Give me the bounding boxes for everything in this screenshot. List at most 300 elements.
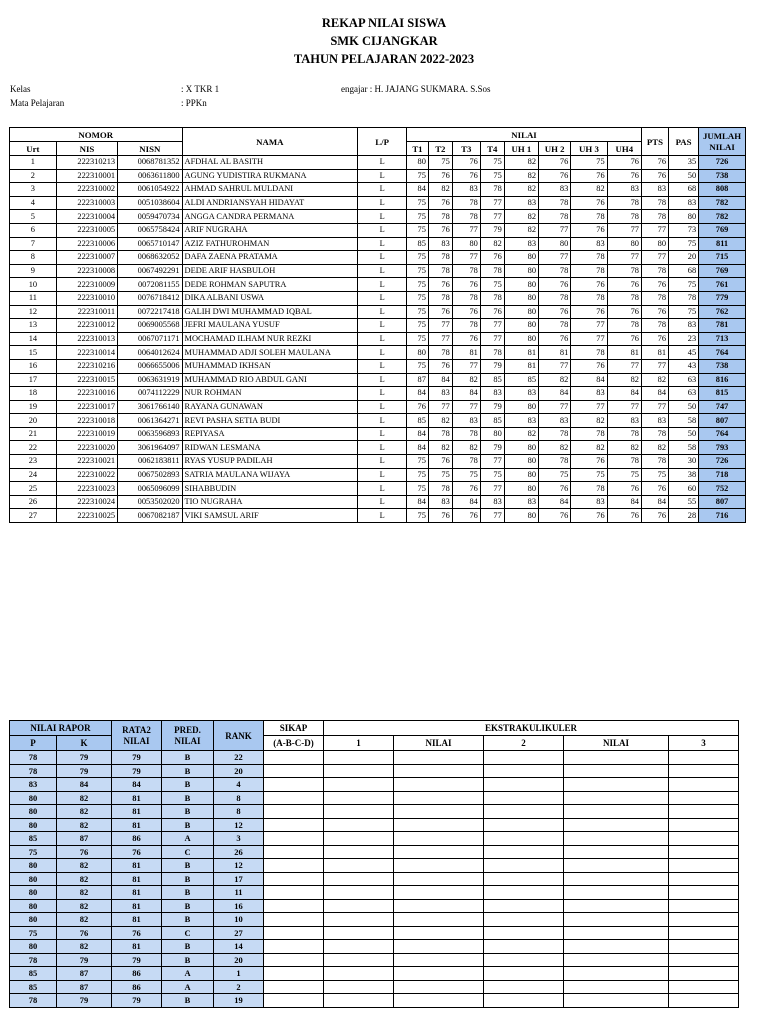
- cell-uh2: 81: [539, 346, 571, 360]
- cell-nama: MUHAMMAD RIO ABDUL GANI: [182, 373, 358, 387]
- cell-nis: 222310005: [56, 223, 117, 237]
- empty-cell: [324, 859, 394, 873]
- empty-cell: [324, 764, 394, 778]
- empty-cell: [394, 967, 484, 981]
- header-nilai-rapor: NILAI RAPOR: [10, 721, 112, 736]
- table-row: [10, 818, 739, 832]
- empty-cell: [264, 953, 324, 967]
- empty-cell: [394, 818, 484, 832]
- cell-uh4: 78: [607, 210, 641, 224]
- cell-pts: 83: [641, 183, 668, 197]
- empty-cell: [484, 818, 564, 832]
- empty-cell: [484, 994, 564, 1008]
- cell-uh3: 76: [571, 305, 607, 319]
- cell-rata2: 79: [112, 751, 162, 765]
- cell-nisn: 3061766140: [118, 400, 182, 414]
- cell-rata2: 86: [112, 967, 162, 981]
- cell-nama: ARIF NUGRAHA: [182, 223, 358, 237]
- cell-nis: 222310022: [56, 468, 117, 482]
- cell-uh4: 76: [607, 482, 641, 496]
- cell-uh2: 78: [539, 319, 571, 333]
- cell-lp: L: [358, 468, 407, 482]
- cell-jumlah: 769: [699, 223, 746, 237]
- cell-lp: L: [358, 237, 407, 251]
- cell-jumlah: 738: [699, 169, 746, 183]
- empty-cell: [564, 872, 669, 886]
- cell-t1: 75: [407, 196, 429, 210]
- cell-uh3: 76: [571, 223, 607, 237]
- cell-jumlah: 816: [699, 373, 746, 387]
- cell-rank: 1: [214, 967, 264, 981]
- cell-jumlah: 808: [699, 183, 746, 197]
- empty-cell: [264, 994, 324, 1008]
- table-row: [10, 223, 746, 237]
- cell-jumlah: 807: [699, 495, 746, 509]
- cell-pts: 77: [641, 251, 668, 265]
- cell-t1: 75: [407, 169, 429, 183]
- cell-t4: 85: [480, 373, 504, 387]
- cell-p: 85: [10, 980, 57, 994]
- cell-k: 79: [57, 994, 112, 1008]
- cell-uh2: 82: [539, 441, 571, 455]
- cell-rank: 17: [214, 872, 264, 886]
- empty-cell: [264, 980, 324, 994]
- cell-nisn: 0062183811: [118, 455, 182, 469]
- empty-cell: [564, 832, 669, 846]
- cell-rank: 11: [214, 886, 264, 900]
- table-row: [10, 967, 739, 981]
- cell-urt: 19: [10, 400, 57, 414]
- cell-pas: 20: [669, 251, 699, 265]
- cell-lp: L: [358, 169, 407, 183]
- cell-pred: C: [162, 845, 214, 859]
- cell-uh3: 84: [571, 373, 607, 387]
- cell-rank: 16: [214, 899, 264, 913]
- table-row: [10, 832, 739, 846]
- cell-urt: 22: [10, 441, 57, 455]
- cell-jumlah: 793: [699, 441, 746, 455]
- cell-nis: 222310216: [56, 359, 117, 373]
- cell-t2: 84: [428, 373, 452, 387]
- cell-nis: 222310024: [56, 495, 117, 509]
- mapel-label: Mata Pelajaran: [10, 98, 65, 108]
- cell-lp: L: [358, 400, 407, 414]
- cell-urt: 25: [10, 482, 57, 496]
- header-rank: RANK: [214, 721, 264, 751]
- empty-cell: [324, 845, 394, 859]
- empty-cell: [669, 832, 739, 846]
- empty-cell: [484, 791, 564, 805]
- cell-uh2: 76: [539, 278, 571, 292]
- cell-uh4: 77: [607, 359, 641, 373]
- cell-t4: 79: [480, 441, 504, 455]
- cell-t2: 78: [428, 427, 452, 441]
- empty-cell: [264, 859, 324, 873]
- empty-cell: [484, 832, 564, 846]
- cell-jumlah: 762: [699, 305, 746, 319]
- cell-t1: 75: [407, 455, 429, 469]
- cell-t3: 82: [452, 441, 480, 455]
- cell-t1: 87: [407, 373, 429, 387]
- report-table: [9, 720, 739, 1008]
- pengajar-text: engajar : H. JAJANG SUKMARA. S.Sos: [341, 84, 491, 94]
- cell-t3: 84: [452, 387, 480, 401]
- empty-cell: [394, 994, 484, 1008]
- cell-uh1: 80: [504, 482, 538, 496]
- table-row: [10, 414, 746, 428]
- cell-nis: 222310009: [56, 278, 117, 292]
- table-row: [10, 994, 739, 1008]
- cell-uh4: 84: [607, 495, 641, 509]
- cell-t4: 75: [480, 278, 504, 292]
- header-rata2: RATA2: [122, 724, 151, 735]
- cell-t4: 77: [480, 196, 504, 210]
- cell-t1: 75: [407, 278, 429, 292]
- cell-rata2: 81: [112, 899, 162, 913]
- cell-p: 80: [10, 805, 57, 819]
- cell-jumlah: 761: [699, 278, 746, 292]
- cell-nisn: 3061964097: [118, 441, 182, 455]
- cell-t2: 77: [428, 332, 452, 346]
- empty-cell: [484, 845, 564, 859]
- cell-nama: AGUNG YUDISTIRA RUKMANA: [182, 169, 358, 183]
- cell-t3: 76: [452, 305, 480, 319]
- cell-uh3: 75: [571, 468, 607, 482]
- table-row: [10, 359, 746, 373]
- cell-t4: 80: [480, 427, 504, 441]
- cell-urt: 13: [10, 319, 57, 333]
- cell-urt: 11: [10, 291, 57, 305]
- cell-p: 80: [10, 818, 57, 832]
- cell-pas: 55: [669, 495, 699, 509]
- cell-t4: 78: [480, 291, 504, 305]
- cell-t3: 78: [452, 291, 480, 305]
- cell-pred: B: [162, 791, 214, 805]
- empty-cell: [264, 913, 324, 927]
- header-pred-sub: NILAI: [174, 735, 201, 746]
- empty-cell: [484, 872, 564, 886]
- header-uh1: UH 1: [504, 142, 538, 156]
- cell-t2: 82: [428, 183, 452, 197]
- cell-pts: 76: [641, 305, 668, 319]
- empty-cell: [564, 818, 669, 832]
- cell-jumlah: 811: [699, 237, 746, 251]
- cell-nama: RIDWAN LESMANA: [182, 441, 358, 455]
- cell-pred: B: [162, 805, 214, 819]
- cell-nis: 222310213: [56, 156, 117, 170]
- cell-p: 85: [10, 832, 57, 846]
- cell-t3: 77: [452, 223, 480, 237]
- cell-uh1: 80: [504, 291, 538, 305]
- cell-nis: 222310019: [56, 427, 117, 441]
- empty-cell: [564, 805, 669, 819]
- empty-cell: [264, 818, 324, 832]
- cell-urt: 21: [10, 427, 57, 441]
- cell-rank: 4: [214, 778, 264, 792]
- cell-nisn: 0063596893: [118, 427, 182, 441]
- cell-urt: 7: [10, 237, 57, 251]
- cell-urt: 4: [10, 196, 57, 210]
- cell-t2: 78: [428, 346, 452, 360]
- cell-urt: 9: [10, 264, 57, 278]
- cell-p: 80: [10, 859, 57, 873]
- cell-k: 79: [57, 764, 112, 778]
- empty-cell: [564, 940, 669, 954]
- cell-t2: 78: [428, 482, 452, 496]
- cell-jumlah: 807: [699, 414, 746, 428]
- document-title-block: [0, 14, 768, 68]
- cell-pred: B: [162, 778, 214, 792]
- cell-uh2: 77: [539, 223, 571, 237]
- cell-urt: 20: [10, 414, 57, 428]
- empty-cell: [264, 886, 324, 900]
- cell-lp: L: [358, 346, 407, 360]
- cell-nama: DIKA ALBANI USWA: [182, 291, 358, 305]
- header-nisn: NISN: [118, 142, 182, 156]
- cell-uh2: 80: [539, 237, 571, 251]
- table-row: [10, 237, 746, 251]
- empty-cell: [484, 926, 564, 940]
- cell-nisn: 0053502020: [118, 495, 182, 509]
- cell-pts: 78: [641, 291, 668, 305]
- cell-k: 82: [57, 913, 112, 927]
- cell-uh2: 76: [539, 482, 571, 496]
- header-pred-nilai: [162, 721, 214, 751]
- cell-rank: 8: [214, 805, 264, 819]
- cell-t1: 80: [407, 156, 429, 170]
- cell-lp: L: [358, 509, 407, 523]
- cell-p: 80: [10, 940, 57, 954]
- cell-t1: 84: [407, 387, 429, 401]
- cell-nisn: 0069005568: [118, 319, 182, 333]
- cell-urt: 12: [10, 305, 57, 319]
- table-row: [10, 764, 739, 778]
- cell-uh3: 76: [571, 455, 607, 469]
- cell-t3: 76: [452, 509, 480, 523]
- empty-cell: [324, 940, 394, 954]
- cell-pts: 83: [641, 414, 668, 428]
- cell-pas: 50: [669, 169, 699, 183]
- cell-nis: 222310002: [56, 183, 117, 197]
- cell-nisn: 0063611800: [118, 169, 182, 183]
- cell-t4: 77: [480, 319, 504, 333]
- cell-pas: 80: [669, 210, 699, 224]
- table-row: [10, 441, 746, 455]
- empty-cell: [394, 791, 484, 805]
- cell-rank: 27: [214, 926, 264, 940]
- cell-pred: B: [162, 953, 214, 967]
- empty-cell: [484, 886, 564, 900]
- header-t3: T3: [452, 142, 480, 156]
- cell-nama: ANGGA CANDRA PERMANA: [182, 210, 358, 224]
- cell-k: 84: [57, 778, 112, 792]
- cell-uh3: 78: [571, 210, 607, 224]
- cell-nisn: 0067492291: [118, 264, 182, 278]
- empty-cell: [669, 953, 739, 967]
- table-row: [10, 156, 746, 170]
- cell-k: 82: [57, 940, 112, 954]
- empty-cell: [324, 953, 394, 967]
- table-row: [10, 913, 739, 927]
- cell-t2: 83: [428, 495, 452, 509]
- cell-nisn: 0064012624: [118, 346, 182, 360]
- cell-t1: 75: [407, 319, 429, 333]
- cell-uh1: 83: [504, 237, 538, 251]
- cell-nis: 222310006: [56, 237, 117, 251]
- cell-t2: 77: [428, 400, 452, 414]
- cell-pas: 58: [669, 414, 699, 428]
- cell-jumlah: 718: [699, 468, 746, 482]
- cell-uh3: 83: [571, 495, 607, 509]
- cell-nisn: 0068632052: [118, 251, 182, 265]
- cell-pred: B: [162, 818, 214, 832]
- cell-uh4: 78: [607, 196, 641, 210]
- cell-uh2: 83: [539, 183, 571, 197]
- empty-cell: [394, 980, 484, 994]
- cell-uh4: 84: [607, 387, 641, 401]
- cell-jumlah: 713: [699, 332, 746, 346]
- cell-uh1: 80: [504, 509, 538, 523]
- cell-lp: L: [358, 264, 407, 278]
- cell-nama: SIHABBUDIN: [182, 482, 358, 496]
- cell-k: 87: [57, 980, 112, 994]
- cell-jumlah: 764: [699, 427, 746, 441]
- cell-pts: 76: [641, 332, 668, 346]
- empty-cell: [669, 926, 739, 940]
- empty-cell: [564, 859, 669, 873]
- empty-cell: [669, 818, 739, 832]
- cell-uh1: 85: [504, 373, 538, 387]
- cell-pts: 84: [641, 495, 668, 509]
- cell-nama: DAFA ZAENA PRATAMA: [182, 251, 358, 265]
- cell-t1: 75: [407, 223, 429, 237]
- cell-nisn: 0067502893: [118, 468, 182, 482]
- cell-jumlah: 782: [699, 196, 746, 210]
- cell-nis: 222310003: [56, 196, 117, 210]
- cell-nis: 222310018: [56, 414, 117, 428]
- cell-uh1: 80: [504, 332, 538, 346]
- empty-cell: [324, 926, 394, 940]
- cell-pts: 78: [641, 264, 668, 278]
- cell-uh3: 76: [571, 359, 607, 373]
- cell-uh4: 75: [607, 468, 641, 482]
- cell-uh2: 76: [539, 305, 571, 319]
- header-k: K: [57, 736, 112, 751]
- empty-cell: [484, 764, 564, 778]
- cell-nama: AZIZ FATHUROHMAN: [182, 237, 358, 251]
- cell-t2: 78: [428, 251, 452, 265]
- empty-cell: [324, 899, 394, 913]
- cell-uh3: 82: [571, 441, 607, 455]
- cell-uh4: 78: [607, 264, 641, 278]
- cell-nisn: 0074112229: [118, 387, 182, 401]
- cell-t4: 78: [480, 183, 504, 197]
- cell-nisn: 0059470734: [118, 210, 182, 224]
- cell-pas: 30: [669, 455, 699, 469]
- cell-p: 80: [10, 886, 57, 900]
- empty-cell: [394, 845, 484, 859]
- empty-cell: [394, 805, 484, 819]
- cell-pts: 76: [641, 156, 668, 170]
- empty-cell: [264, 845, 324, 859]
- empty-cell: [394, 886, 484, 900]
- empty-cell: [324, 967, 394, 981]
- header-pred: PRED.: [174, 724, 201, 735]
- cell-t1: 75: [407, 482, 429, 496]
- cell-uh4: 76: [607, 278, 641, 292]
- empty-cell: [324, 913, 394, 927]
- cell-uh1: 80: [504, 441, 538, 455]
- cell-t1: 85: [407, 237, 429, 251]
- cell-pas: 58: [669, 441, 699, 455]
- empty-cell: [669, 940, 739, 954]
- cell-uh1: 81: [504, 359, 538, 373]
- header-nilai: NILAI: [407, 128, 642, 142]
- cell-t2: 82: [428, 441, 452, 455]
- cell-pas: 78: [669, 291, 699, 305]
- cell-pts: 78: [641, 319, 668, 333]
- table-row: [10, 373, 746, 387]
- cell-nisn: 0051038604: [118, 196, 182, 210]
- cell-uh4: 78: [607, 455, 641, 469]
- cell-uh1: 80: [504, 400, 538, 414]
- cell-p: 83: [10, 778, 57, 792]
- table-row: [10, 845, 739, 859]
- header-nis: NIS: [56, 142, 117, 156]
- cell-nama: SATRIA MAULANA WIJAYA: [182, 468, 358, 482]
- cell-lp: L: [358, 223, 407, 237]
- cell-urt: 1: [10, 156, 57, 170]
- cell-lp: L: [358, 373, 407, 387]
- cell-t3: 78: [452, 319, 480, 333]
- cell-nis: 222310013: [56, 332, 117, 346]
- cell-pts: 80: [641, 237, 668, 251]
- cell-nama: TIO NUGRAHA: [182, 495, 358, 509]
- cell-uh4: 78: [607, 291, 641, 305]
- cell-uh4: 77: [607, 223, 641, 237]
- header-jumlah-sub: NILAI: [709, 141, 735, 152]
- cell-pts: 78: [641, 427, 668, 441]
- cell-lp: L: [358, 332, 407, 346]
- cell-pas: 75: [669, 305, 699, 319]
- cell-p: 80: [10, 913, 57, 927]
- cell-t1: 84: [407, 495, 429, 509]
- cell-nis: 222310021: [56, 455, 117, 469]
- cell-lp: L: [358, 183, 407, 197]
- cell-urt: 17: [10, 373, 57, 387]
- cell-t3: 78: [452, 196, 480, 210]
- cell-uh1: 80: [504, 455, 538, 469]
- cell-urt: 16: [10, 359, 57, 373]
- empty-cell: [669, 886, 739, 900]
- header-uh2: UH 2: [539, 142, 571, 156]
- cell-pred: B: [162, 886, 214, 900]
- table-row: [10, 859, 739, 873]
- cell-t1: 75: [407, 359, 429, 373]
- table-row: [10, 940, 739, 954]
- empty-cell: [484, 805, 564, 819]
- cell-nisn: 0067082187: [118, 509, 182, 523]
- cell-k: 82: [57, 859, 112, 873]
- cell-lp: L: [358, 441, 407, 455]
- cell-uh3: 77: [571, 332, 607, 346]
- cell-rank: 8: [214, 791, 264, 805]
- cell-rata2: 84: [112, 778, 162, 792]
- empty-cell: [484, 940, 564, 954]
- cell-uh3: 82: [571, 183, 607, 197]
- cell-uh1: 83: [504, 495, 538, 509]
- cell-jumlah: 738: [699, 359, 746, 373]
